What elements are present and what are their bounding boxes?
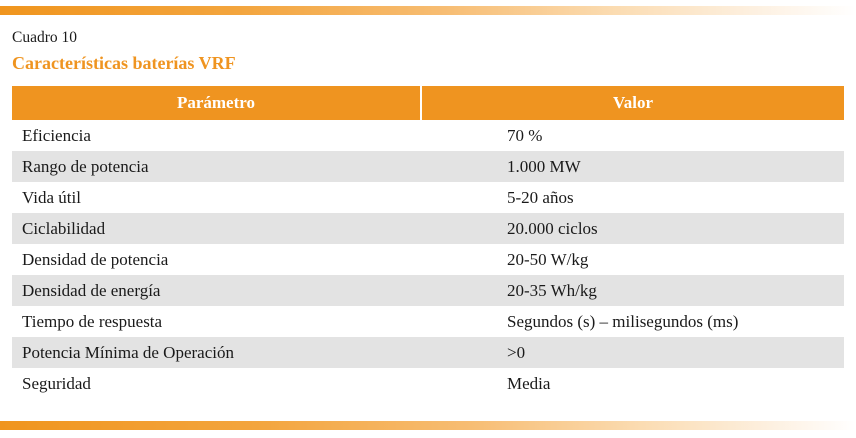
- cell-valor: 1.000 MW: [421, 151, 844, 182]
- cell-valor: 20.000 ciclos: [421, 213, 844, 244]
- table-row: [12, 275, 844, 306]
- cell-valor: 5-20 años: [421, 182, 844, 213]
- bottom-decorative-rule: [0, 421, 856, 430]
- table-row: [12, 182, 844, 213]
- table-row: [12, 120, 844, 151]
- table-body: [12, 120, 844, 399]
- table-row: [12, 151, 844, 182]
- top-decorative-rule: [0, 6, 856, 15]
- table-row: [12, 368, 844, 399]
- cell-valor: Media: [421, 368, 844, 399]
- table-header-row: [12, 86, 844, 120]
- cell-parametro: Ciclabilidad: [12, 213, 421, 244]
- cell-parametro: Rango de potencia: [12, 151, 421, 182]
- characteristics-table: [12, 86, 844, 399]
- cell-parametro: Densidad de energía: [12, 275, 421, 306]
- table-row: [12, 337, 844, 368]
- column-header-valor: Valor: [421, 86, 844, 120]
- cell-parametro: Eficiencia: [12, 120, 421, 151]
- cell-valor: >0: [421, 337, 844, 368]
- cell-parametro: Densidad de potencia: [12, 244, 421, 275]
- table-header: [12, 86, 844, 120]
- cell-parametro: Tiempo de respuesta: [12, 306, 421, 337]
- table-row: [12, 213, 844, 244]
- cell-valor: Segundos (s) – milisegundos (ms): [421, 306, 844, 337]
- cell-valor: 20-50 W/kg: [421, 244, 844, 275]
- column-header-parametro: Parámetro: [12, 86, 421, 120]
- cell-parametro: Potencia Mínima de Operación: [12, 337, 421, 368]
- cell-parametro: Vida útil: [12, 182, 421, 213]
- cell-parametro: Seguridad: [12, 368, 421, 399]
- caption-number: Cuadro 10: [12, 29, 78, 46]
- table-row: [12, 306, 844, 337]
- caption-title: Características baterías VRF: [12, 53, 236, 73]
- cell-valor: 70 %: [421, 120, 844, 151]
- table-row: [12, 244, 844, 275]
- table-caption: [12, 28, 832, 75]
- cell-valor: 20-35 Wh/kg: [421, 275, 844, 306]
